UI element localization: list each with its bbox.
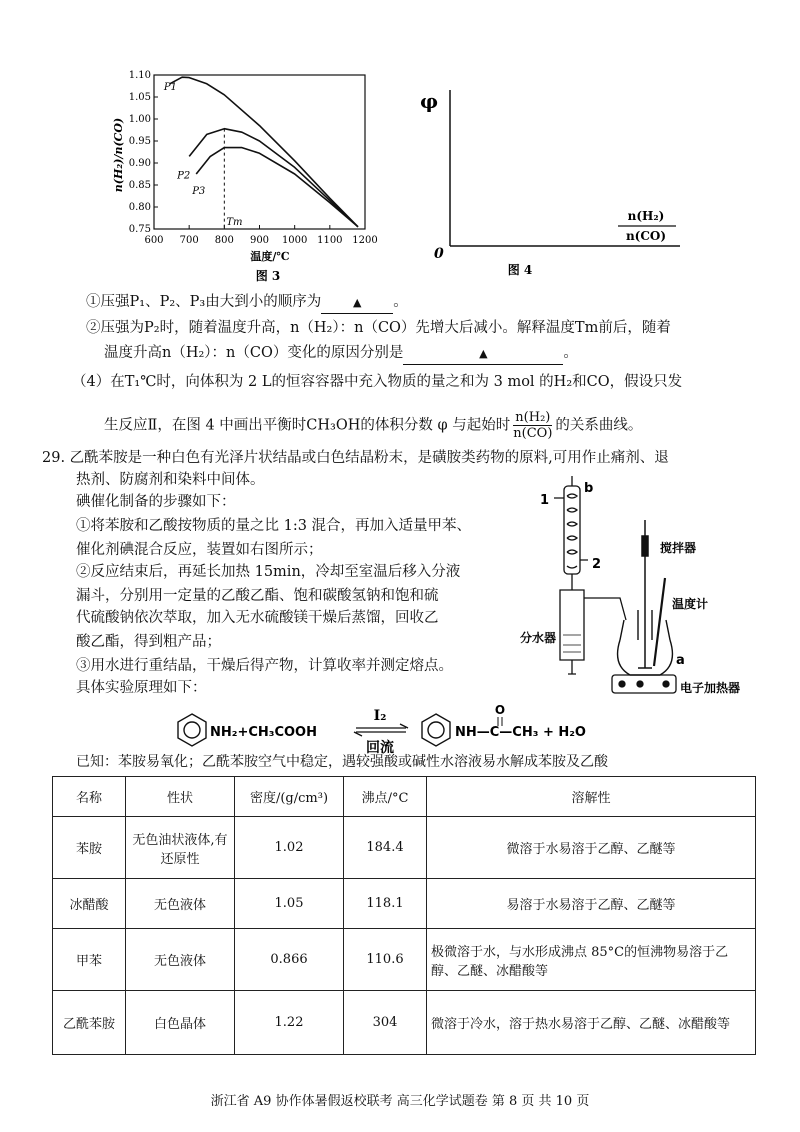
header-boiling-point: 沸点/°C xyxy=(344,777,427,817)
catalyst-label: I₂ xyxy=(373,708,387,724)
reaction-arrow xyxy=(354,724,408,736)
apparatus-diagram xyxy=(520,470,790,710)
q29-line-1: 29. 乙酰苯胺是一种白色有光泽片状结晶或白色结晶粉末，是磺胺类药物的原料,可用作止痛剂、退 xyxy=(42,450,669,466)
curve-labels xyxy=(163,82,205,197)
q29-line-4: ①将苯胺和乙酸按物质的量之比 1:3 混合，再加入适量甲苯、 xyxy=(76,518,472,534)
answer-blank-1[interactable] xyxy=(321,292,393,314)
marker-triangle: ▲ xyxy=(479,347,488,360)
page-footer: 浙江省 A9 协作体暑假返校联考 高三化学试题卷 第 8 页 共 10 页 xyxy=(210,1094,590,1109)
y-tick-label: 0.95 xyxy=(128,136,151,147)
q29-line-2: 热剂、防腐剂和染料中间体。 xyxy=(76,472,265,488)
x-tick-label: 900 xyxy=(249,235,270,246)
stirrer xyxy=(638,520,652,668)
curve-label-p3: P3 xyxy=(192,186,206,197)
products: NH—C—CH₃ + H₂O xyxy=(455,725,586,740)
x-axis-label-denominator: n(CO) xyxy=(625,229,667,243)
separator-label: 分水器 xyxy=(520,631,557,645)
header-appearance: 性状 xyxy=(126,777,235,817)
curve-p2 xyxy=(189,129,358,227)
benzene-ring-icon xyxy=(178,714,206,746)
x-axis-label: 温度/℃ xyxy=(250,250,290,263)
properties-table xyxy=(52,776,756,1055)
table-row: 乙酰苯胺 白色晶体 1.22 304 微溶于冷水，溶于热水易溶于乙醇、乙醚、冰醋酸等 xyxy=(53,991,756,1055)
origin-label: 0 xyxy=(434,246,444,262)
q3-item-2-text: 温度升高n（H₂）：n（CO）变化的原因分别是 xyxy=(104,345,404,361)
electronic-heater xyxy=(612,675,676,693)
x-tick-label: 800 xyxy=(214,235,234,246)
y-tick-label: 1.05 xyxy=(128,92,151,103)
reactants: NH₂+CH₃COOH xyxy=(210,725,317,740)
x-tick-label: 1100 xyxy=(317,235,343,246)
y-tick-label: 1.00 xyxy=(128,114,151,125)
figure-3-chart xyxy=(100,60,390,300)
x-tick-label: 700 xyxy=(179,235,199,246)
q29-line-5: 催化剂碘混合反应，装置如右图所示； xyxy=(76,542,323,558)
curve-label-p2: P2 xyxy=(177,170,191,182)
x-tick-label: 600 xyxy=(144,235,164,246)
q29-line-10: ③用水进行重结晶，干燥后得产物，计算收率并测定熔点。 xyxy=(76,658,453,674)
x-tick-label: 1200 xyxy=(352,235,378,246)
q3-item-2-line-1: ②压强为P₂时，随着温度升高，n（H₂）：n（CO）先增大后减小。解释温度Tm前后，随着 xyxy=(86,320,671,336)
figure-4-caption: 图 4 xyxy=(507,263,533,277)
thermometer-icon xyxy=(654,578,665,666)
label-b: b xyxy=(584,481,594,496)
x-axis-label-numerator: n(H₂) xyxy=(627,209,665,223)
y-tick-label: 0.80 xyxy=(128,202,151,213)
q4-line-2-text: 生反应Ⅱ，在图 4 中画出平衡时CH₃OH的体积分数 φ 与起始时 xyxy=(104,417,511,434)
x-axis-ticks xyxy=(144,225,377,246)
water-separator xyxy=(560,590,626,674)
table-row: 甲苯 无色液体 0.866 110.6 极微溶于水，与水形成沸点 85°C的恒沸物易溶于乙醇、乙醚、冰醋酸等 xyxy=(53,929,756,991)
table-header-row xyxy=(53,777,756,817)
condition-label: 回流 xyxy=(366,740,394,756)
figure-3-caption: 图 3 xyxy=(255,269,281,283)
q29-line-3: 碘催化制备的步骤如下： xyxy=(76,494,236,510)
y-axis-label: n(H₂)/n(CO) xyxy=(112,117,125,193)
benzene-ring-icon xyxy=(422,714,450,746)
q29-line-9: 酸乙酯，得到粗产品； xyxy=(76,634,221,650)
y-tick-label: 0.90 xyxy=(128,158,151,169)
q3-item-2-line-2: 温度升高n（H₂）：n（CO）变化的原因分别是 ▲ 。 xyxy=(104,343,578,365)
marker-triangle: ▲ xyxy=(352,296,362,309)
q29-line-8: 代硫酸钠依次萃取，加入无水硫酸镁干燥后蒸馏，回收乙 xyxy=(76,610,439,626)
label-a: a xyxy=(676,653,685,668)
q4-line-2: 生反应Ⅱ，在图 4 中画出平衡时CH₃OH的体积分数 φ 与起始时 $\frac{\text{n(H₂)}}{n(CO)}$ 的关系曲线。 xyxy=(104,410,643,441)
y-tick-label: 1.10 xyxy=(128,70,151,81)
tm-label: Tm xyxy=(226,217,243,228)
reaction-equation xyxy=(170,700,650,760)
table-row: 苯胺 无色油状液体,有还原性 1.02 184.4 微溶于水易溶于乙醇、乙醚等 xyxy=(53,817,756,879)
phi-axis-label: φ xyxy=(420,89,439,113)
thermometer-label: 温度计 xyxy=(672,597,709,611)
curves xyxy=(170,77,358,227)
q29-line-6: ②反应结束后，再延长加热 15min，冷却至室温后移入分液 xyxy=(76,564,461,580)
x-tick-label: 1000 xyxy=(281,235,308,246)
table-row: 冰醋酸 无色液体 1.05 118.1 易溶于水易溶于乙醇、乙醚等 xyxy=(53,879,756,929)
stirrer-label: 搅拌器 xyxy=(660,541,697,555)
y-tick-label: 0.85 xyxy=(128,180,151,191)
q29-line-7: 漏斗，分别用一定量的乙酸乙酯、饱和碳酸氢钠和饱和硫 xyxy=(76,588,439,604)
q4-line-1: （4）在T₁℃时，向体积为 2 L的恒容容器中充入物质的量之和为 3 mol 的H₂和CO，假设只发 xyxy=(72,374,683,390)
condenser xyxy=(554,476,588,590)
q3-item-1: ①压强P₁、P₂、P₃由大到小的顺序为 ▲ 。 xyxy=(86,292,408,314)
curve-p1 xyxy=(170,77,358,227)
q4-fraction: $\frac{\text{n(H₂)}}{n(CO)}$ xyxy=(513,410,553,441)
q3-item-1-text: ①压强P₁、P₂、P₃由大到小的顺序为 xyxy=(86,294,322,310)
q29-line-11: 具体实验原理如下： xyxy=(76,680,207,696)
header-name: 名称 xyxy=(53,777,126,817)
header-solubility: 溶解性 xyxy=(427,777,756,817)
y-tick-label: 0.75 xyxy=(128,224,151,235)
figure-4-axes xyxy=(418,72,708,292)
curve-p3 xyxy=(196,148,358,227)
label-2: 2 xyxy=(592,557,602,572)
header-density: 密度/(g/cm³) xyxy=(235,777,344,817)
curve-label-p1: P1 xyxy=(163,81,177,93)
answer-blank-2[interactable] xyxy=(403,343,563,365)
carbonyl-oxygen: O xyxy=(494,703,506,717)
label-1: 1 xyxy=(540,493,550,508)
known-note: 已知：苯胺易氧化；乙酰苯胺空气中稳定，遇较强酸或碱性水溶液易水解成苯胺及乙酸 xyxy=(76,754,608,770)
heater-label: 电子加热器 xyxy=(680,681,741,695)
